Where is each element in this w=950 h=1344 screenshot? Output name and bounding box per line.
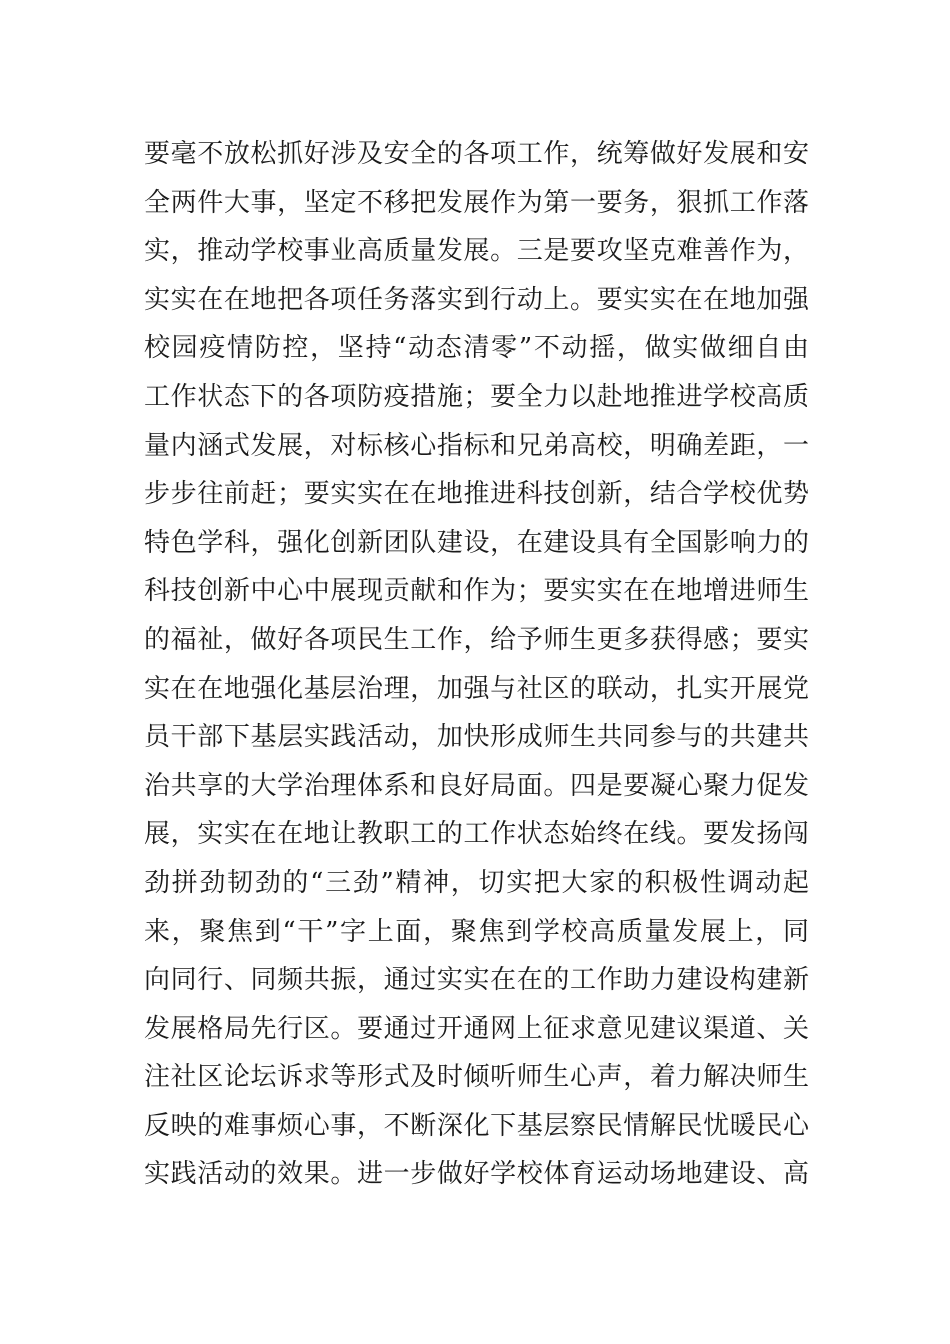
text-line: 校园疫情防控，坚持“动态清零”不动摇，做实做细自由	[144, 333, 809, 364]
text-line: 量内涵式发展，对标核心指标和兄弟高校，明确差距，一	[144, 430, 809, 461]
text-line: 来，聚焦到“干”字上面，聚焦到学校高质量发展上，同	[144, 916, 809, 947]
text-line: 向同行、同频共振，通过实实在在的工作助力建设构建新	[144, 965, 809, 996]
text-line: 实在在地强化基层治理，加强与社区的联动，扎实开展党	[144, 673, 809, 704]
text-line: 特色学科，强化创新团队建设，在建设具有全国影响力的	[144, 527, 809, 558]
text-line: 要毫不放松抓好涉及安全的各项工作，统筹做好发展和安	[144, 139, 809, 169]
text-line: 反映的难事烦心事，不断深化下基层察民情解民忧暖民心	[144, 1110, 809, 1141]
text-line: 工作状态下的各项防疫措施；要全力以赴地推进学校高质	[144, 381, 809, 412]
text-line: 实践活动的效果。进一步做好学校体育运动场地建设、高	[144, 1159, 809, 1190]
text-line: 展，实实在在地让教职工的工作状态始终在线。要发扬闯	[144, 819, 809, 850]
text-line: 员干部下基层实践活动，加快形成师生共同参与的共建共	[144, 722, 809, 753]
text-line: 实，推动学校事业高质量发展。三是要攻坚克难善作为，	[144, 236, 809, 267]
text-line: 科技创新中心中展现贡献和作为；要实实在在地增进师生	[144, 576, 809, 607]
text-line: 劲拼劲韧劲的“三劲”精神，切实把大家的积极性调动起	[144, 867, 809, 898]
text-line: 全两件大事，坚定不移把发展作为第一要务，狠抓工作落	[144, 187, 809, 218]
text-line: 的福祉，做好各项民生工作，给予师生更多获得感；要实	[144, 624, 809, 655]
text-line: 注社区论坛诉求等形式及时倾听师生心声，着力解决师生	[144, 1062, 809, 1093]
text-line: 步步往前赶；要实实在在地推进科技创新，结合学校优势	[144, 479, 809, 510]
body-text	[144, 130, 809, 1199]
text-line: 治共享的大学治理体系和良好局面。四是要凝心聚力促发	[144, 770, 809, 801]
text-line: 发展格局先行区。要通过开通网上征求意见建议渠道、关	[144, 1013, 809, 1044]
text-line: 实实在在地把各项任务落实到行动上。要实实在在地加强	[144, 284, 809, 315]
